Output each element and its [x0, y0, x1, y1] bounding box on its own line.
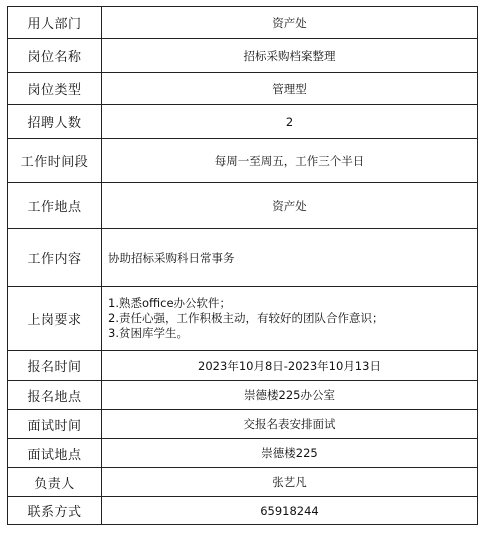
- signup-time-label: 报名时间: [8, 351, 102, 381]
- contact-info-value: 65918244: [102, 497, 478, 525]
- table-row: [8, 439, 478, 468]
- table-row: [8, 497, 478, 525]
- signup-location-label: 报名地点: [8, 381, 102, 410]
- interview-time-label: 面试时间: [8, 410, 102, 439]
- work-hours-value: 每周一至周五，工作三个半日: [102, 139, 478, 183]
- position-type-value: 管理型: [102, 73, 478, 105]
- position-type-label: 岗位类型: [8, 73, 102, 105]
- table-row: [8, 183, 478, 229]
- table-row: [8, 39, 478, 73]
- job-content-value: 协助招标采购科日常事务: [102, 229, 478, 287]
- headcount-value: 2: [102, 105, 478, 139]
- requirements-label: 上岗要求: [8, 287, 102, 351]
- interview-location-value: 崇德楼225: [102, 439, 478, 468]
- interview-time-value: 交报名表安排面试: [102, 410, 478, 439]
- department-label: 用人部门: [8, 7, 102, 39]
- contact-person-label: 负责人: [8, 468, 102, 497]
- signup-time-value: 2023年10月8日-2023年10月13日: [102, 351, 478, 381]
- table-row: [8, 287, 478, 351]
- headcount-label: 招聘人数: [8, 105, 102, 139]
- signup-location-value: 崇德楼225办公室: [102, 381, 478, 410]
- requirement-line: 1.熟悉office办公软件；: [108, 296, 232, 310]
- table-row: [8, 73, 478, 105]
- department-value: 资产处: [102, 7, 478, 39]
- job-posting-table: [7, 6, 478, 525]
- table-row: [8, 468, 478, 497]
- contact-info-label: 联系方式: [8, 497, 102, 525]
- table-row: [8, 351, 478, 381]
- requirement-line: 3.贫困库学生。: [108, 326, 188, 340]
- table-row: [8, 139, 478, 183]
- table-row: [8, 7, 478, 39]
- requirement-line: 2.责任心强，工作积极主动，有较好的团队合作意识；: [108, 311, 384, 325]
- position-name-value: 招标采购档案整理: [102, 39, 478, 73]
- interview-location-label: 面试地点: [8, 439, 102, 468]
- requirements-value: [102, 287, 478, 351]
- work-location-label: 工作地点: [8, 183, 102, 229]
- job-content-label: 工作内容: [8, 229, 102, 287]
- table-row: [8, 105, 478, 139]
- table-row: [8, 381, 478, 410]
- contact-person-value: 张艺凡: [102, 468, 478, 497]
- work-location-value: 资产处: [102, 183, 478, 229]
- table-row: [8, 229, 478, 287]
- table-row: [8, 410, 478, 439]
- work-hours-label: 工作时间段: [8, 139, 102, 183]
- position-name-label: 岗位名称: [8, 39, 102, 73]
